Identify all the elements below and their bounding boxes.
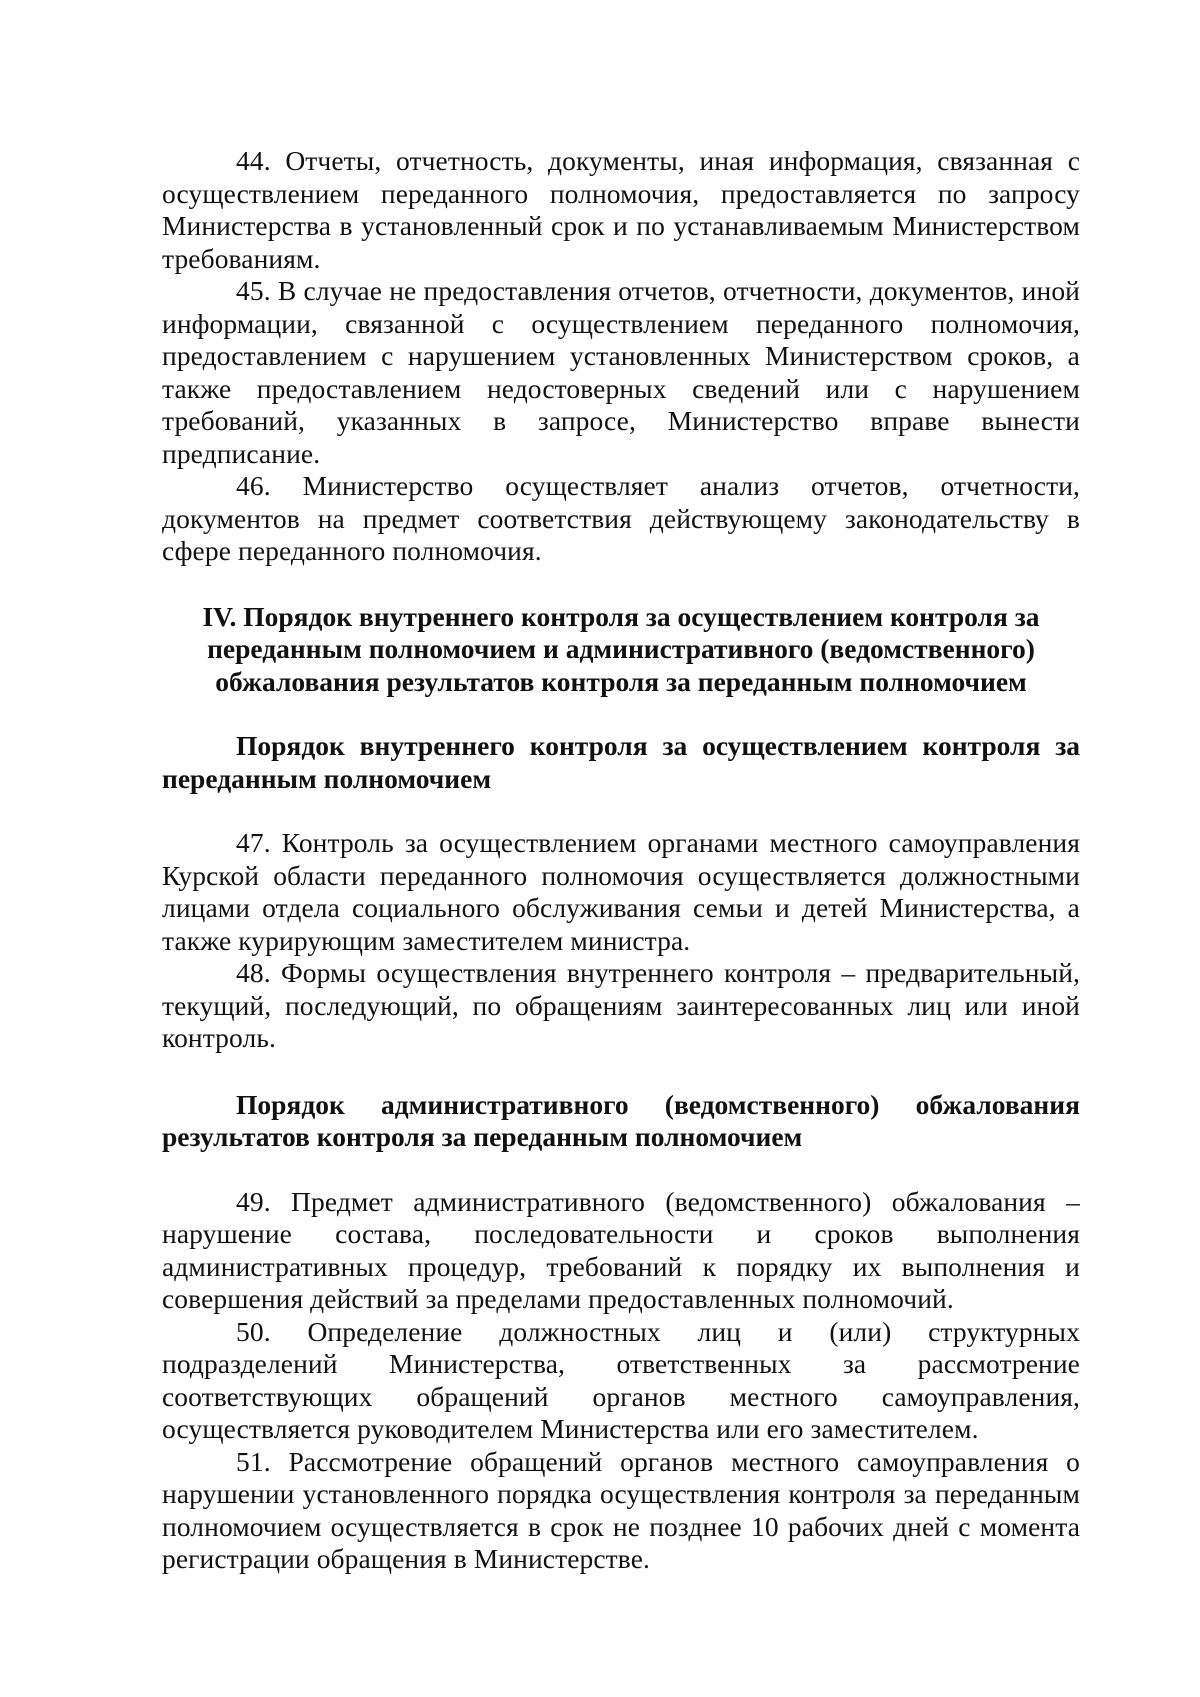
paragraph-46: 46. Министерство осуществляет анализ отчетов, отчетности, документов на предмет соответствия действующему законодательству в сфере переданного полномочия. (162, 470, 1080, 566)
spacer (162, 795, 1080, 827)
paragraph-48: 48. Формы осуществления внутреннего контроля – предварительный, текущий, последующий, по обращениям заинтересованных лиц или иной контроль. (162, 957, 1080, 1053)
paragraph-50: 50. Определение должностных лиц и (или) структурных подразделений Министерства, ответственных за рассмотрение соответствующих обращений органов местного самоуправления, осуществляется руководителем Министерства или его заместителем. (162, 1315, 1080, 1444)
subheading-appeal: Порядок административного (ведомственного) обжалования результатов контроля за переданным полномочием (162, 1088, 1080, 1152)
spacer (162, 1154, 1080, 1186)
section-heading: IV. Порядок внутреннего контроля за осуществлением контроля за переданным полномочием и административного (ведомственного) обжалования результатов контроля за переданным полномочием (202, 600, 1040, 697)
paragraph-44: 44. Отчеты, отчетность, документы, иная информация, связанная с осуществлением переданного полномочия, предоставляется по запросу Министерства в установленный срок и по устанавливаемым Министерством требованиям. (162, 145, 1080, 274)
paragraph-51: 51. Рассмотрение обращений органов местного самоуправления о нарушении установленного порядка осуществления контроля за переданным полномочием осуществляется в срок не позднее 10 рабочих дней с момента регистрации обращения в Министерстве. (162, 1445, 1080, 1574)
paragraph-49: 49. Предмет административного (ведомственного) обжалования – нарушение состава, последовательности и сроков выполнения административных процедур, требований к порядку их выполнения и совершения действий за пределами предоставленных полномочий. (162, 1185, 1080, 1314)
spacer (162, 568, 1080, 601)
document-page (162, 145, 1080, 1576)
subheading-internal-control: Порядок внутреннего контроля за осуществлением контроля за переданным полномочием (162, 730, 1080, 794)
paragraph-45: 45. В случае не предоставления отчетов, отчетности, документов, иной информации, связанной с осуществлением переданного полномочия, предоставлением с нарушением установленных Министерством сроков, а также предоставлением недостоверных сведений или с нарушением требований, указанных в запросе, Министерство вправе вынести предписание. (162, 275, 1080, 469)
paragraph-47: 47. Контроль за осуществлением органами местного самоуправления Курской области переданного полномочия осуществляется должностными лицами отдела социального обслуживания семьи и детей Министерства, а также курирующим заместителем министра. (162, 827, 1080, 956)
spacer (162, 698, 1080, 730)
spacer (162, 1055, 1080, 1089)
